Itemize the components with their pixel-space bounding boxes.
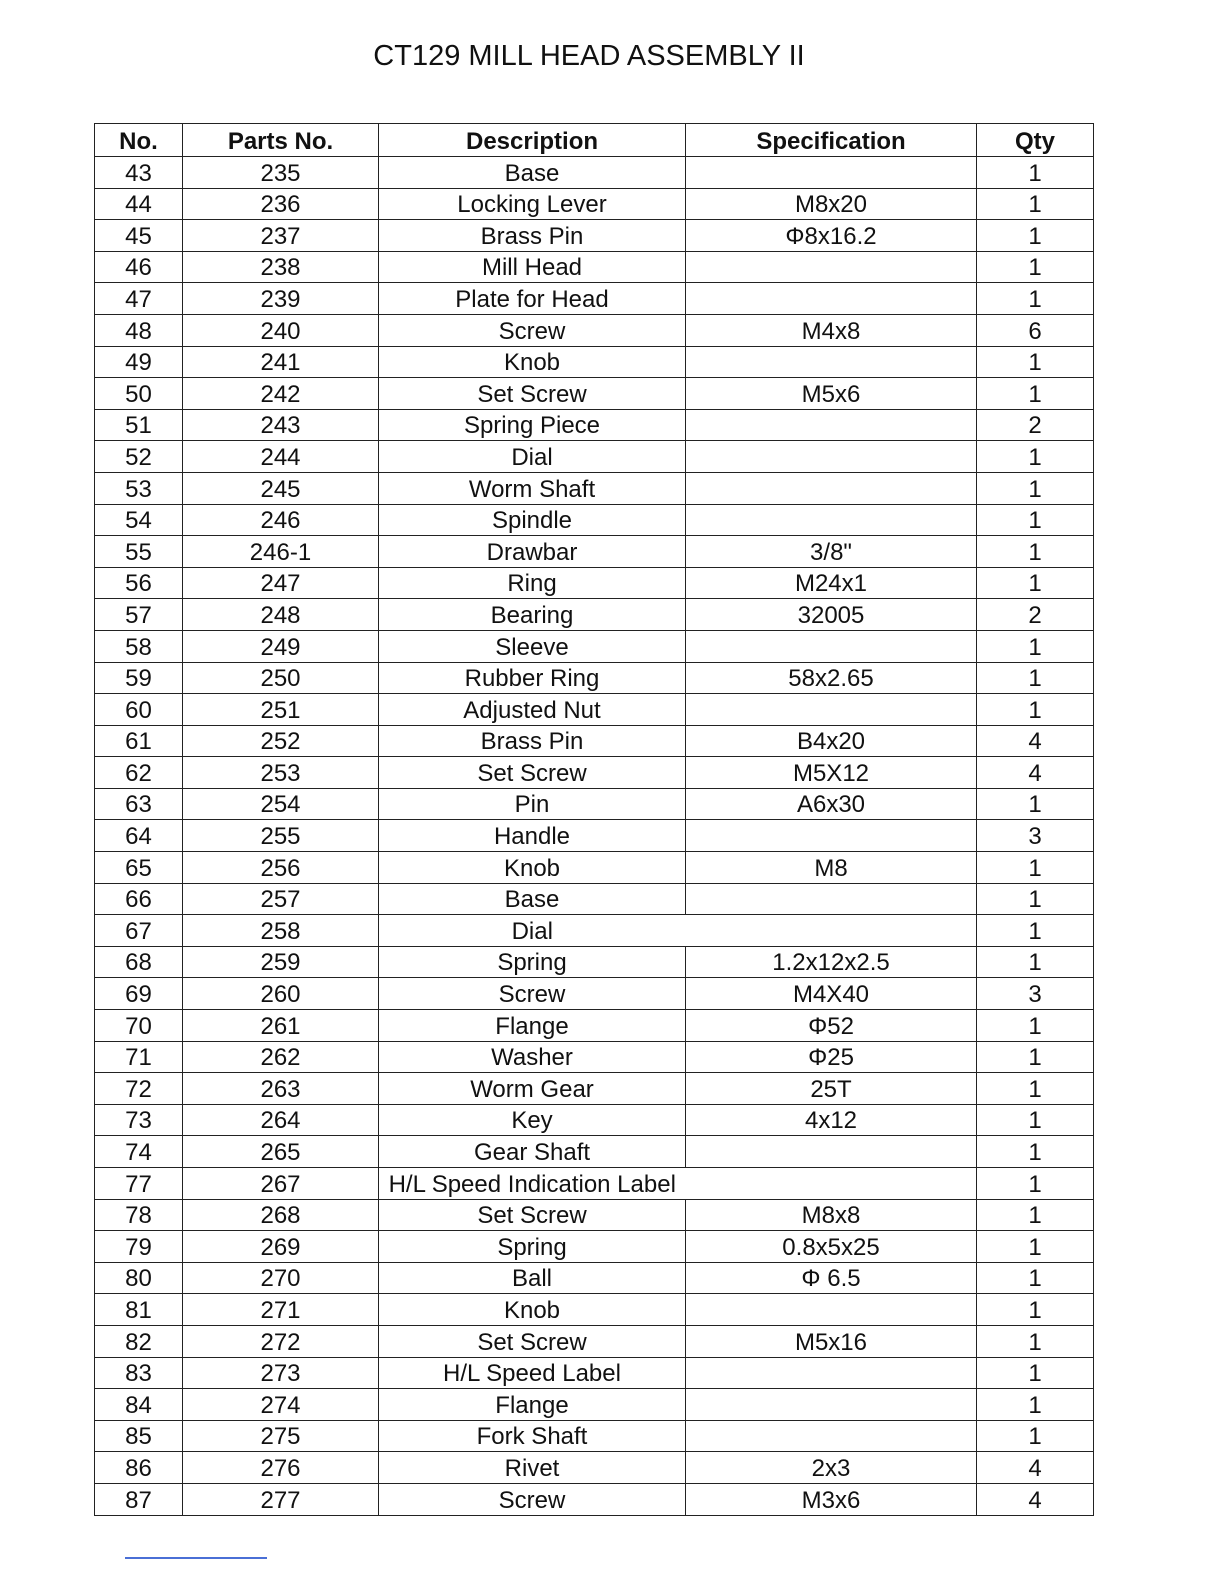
cell-description: Worm Gear bbox=[379, 1073, 686, 1105]
cell-specification: Φ 6.5 bbox=[686, 1262, 977, 1294]
cell-no: 72 bbox=[95, 1073, 183, 1105]
cell-specification: B4x20 bbox=[686, 725, 977, 757]
cell-parts-no: 259 bbox=[183, 946, 379, 978]
cell-no: 87 bbox=[95, 1483, 183, 1515]
cell-specification: 25T bbox=[686, 1073, 977, 1105]
table-body bbox=[95, 157, 1094, 1516]
cell-no: 82 bbox=[95, 1325, 183, 1357]
cell-qty: 4 bbox=[977, 725, 1094, 757]
table-row bbox=[95, 946, 1094, 978]
cell-description: H/L Speed Label bbox=[379, 1357, 686, 1389]
table-row bbox=[95, 1073, 1094, 1105]
cell-parts-no: 271 bbox=[183, 1294, 379, 1326]
cell-qty: 1 bbox=[977, 946, 1094, 978]
cell-parts-no: 246 bbox=[183, 504, 379, 536]
cell-no: 66 bbox=[95, 883, 183, 915]
cell-specification: M8 bbox=[686, 852, 977, 884]
cell-parts-no: 277 bbox=[183, 1483, 379, 1515]
cell-no: 86 bbox=[95, 1452, 183, 1484]
cell-no: 50 bbox=[95, 378, 183, 410]
table-row bbox=[95, 536, 1094, 568]
table-row bbox=[95, 567, 1094, 599]
cell-parts-no: 255 bbox=[183, 820, 379, 852]
cell-qty: 3 bbox=[977, 978, 1094, 1010]
cell-qty: 1 bbox=[977, 852, 1094, 884]
cell-description: Dial bbox=[379, 915, 686, 947]
cell-specification bbox=[686, 441, 977, 473]
cell-description: Screw bbox=[379, 314, 686, 346]
table-row bbox=[95, 1357, 1094, 1389]
cell-parts-no: 252 bbox=[183, 725, 379, 757]
cell-parts-no: 267 bbox=[183, 1168, 379, 1200]
cell-no: 51 bbox=[95, 409, 183, 441]
cell-qty: 1 bbox=[977, 1199, 1094, 1231]
cell-parts-no: 276 bbox=[183, 1452, 379, 1484]
cell-specification bbox=[686, 1357, 977, 1389]
cell-specification: M5x16 bbox=[686, 1325, 977, 1357]
cell-qty: 1 bbox=[977, 1041, 1094, 1073]
cell-no: 44 bbox=[95, 188, 183, 220]
cell-specification: M5x6 bbox=[686, 378, 977, 410]
cell-description: Brass Pin bbox=[379, 725, 686, 757]
cell-parts-no: 241 bbox=[183, 346, 379, 378]
cell-qty: 2 bbox=[977, 599, 1094, 631]
cell-description: Handle bbox=[379, 820, 686, 852]
cell-specification: Φ52 bbox=[686, 1010, 977, 1042]
table-row bbox=[95, 251, 1094, 283]
cell-specification bbox=[686, 251, 977, 283]
cell-parts-no: 262 bbox=[183, 1041, 379, 1073]
cell-parts-no: 242 bbox=[183, 378, 379, 410]
cell-parts-no: 237 bbox=[183, 220, 379, 252]
column-header-no: No. bbox=[95, 124, 183, 157]
cell-qty: 1 bbox=[977, 251, 1094, 283]
cell-specification bbox=[686, 1136, 977, 1168]
cell-parts-no: 239 bbox=[183, 283, 379, 315]
cell-description: Gear Shaft bbox=[379, 1136, 686, 1168]
cell-specification bbox=[686, 1294, 977, 1326]
cell-qty: 1 bbox=[977, 1294, 1094, 1326]
cell-description: Mill Head bbox=[379, 251, 686, 283]
cell-qty: 6 bbox=[977, 314, 1094, 346]
cell-qty: 1 bbox=[977, 1168, 1094, 1200]
table-row bbox=[95, 1452, 1094, 1484]
cell-description: Set Screw bbox=[379, 1325, 686, 1357]
cell-specification bbox=[686, 1168, 977, 1200]
table-row bbox=[95, 1325, 1094, 1357]
cell-qty: 1 bbox=[977, 1420, 1094, 1452]
cell-qty: 4 bbox=[977, 1483, 1094, 1515]
table-row bbox=[95, 409, 1094, 441]
cell-description: Spring Piece bbox=[379, 409, 686, 441]
cell-parts-no: 243 bbox=[183, 409, 379, 441]
cell-no: 78 bbox=[95, 1199, 183, 1231]
table-header bbox=[95, 124, 1094, 157]
table-row bbox=[95, 978, 1094, 1010]
cell-specification: 32005 bbox=[686, 599, 977, 631]
cell-qty: 1 bbox=[977, 1136, 1094, 1168]
cell-description: Screw bbox=[379, 978, 686, 1010]
table-row bbox=[95, 283, 1094, 315]
table-row bbox=[95, 346, 1094, 378]
cell-qty: 2 bbox=[977, 409, 1094, 441]
cell-description: Knob bbox=[379, 1294, 686, 1326]
cell-parts-no: 245 bbox=[183, 472, 379, 504]
cell-parts-no: 258 bbox=[183, 915, 379, 947]
column-header-description: Description bbox=[379, 124, 686, 157]
cell-qty: 1 bbox=[977, 1262, 1094, 1294]
cell-qty: 1 bbox=[977, 915, 1094, 947]
cell-parts-no: 272 bbox=[183, 1325, 379, 1357]
cell-no: 62 bbox=[95, 757, 183, 789]
table-row bbox=[95, 915, 1094, 947]
cell-parts-no: 270 bbox=[183, 1262, 379, 1294]
cell-no: 58 bbox=[95, 630, 183, 662]
cell-no: 81 bbox=[95, 1294, 183, 1326]
cell-qty: 1 bbox=[977, 472, 1094, 504]
cell-description: Flange bbox=[379, 1010, 686, 1042]
table-row bbox=[95, 725, 1094, 757]
cell-no: 79 bbox=[95, 1231, 183, 1263]
table-row bbox=[95, 788, 1094, 820]
cell-specification: M5X12 bbox=[686, 757, 977, 789]
cell-parts-no: 257 bbox=[183, 883, 379, 915]
table-row bbox=[95, 188, 1094, 220]
cell-description: Plate for Head bbox=[379, 283, 686, 315]
cell-no: 69 bbox=[95, 978, 183, 1010]
cell-parts-no: 248 bbox=[183, 599, 379, 631]
table-row bbox=[95, 1389, 1094, 1421]
cell-qty: 1 bbox=[977, 694, 1094, 726]
cell-specification: M8x8 bbox=[686, 1199, 977, 1231]
cell-qty: 3 bbox=[977, 820, 1094, 852]
cell-description: Brass Pin bbox=[379, 220, 686, 252]
cell-description: Spindle bbox=[379, 504, 686, 536]
cell-no: 57 bbox=[95, 599, 183, 631]
cell-no: 63 bbox=[95, 788, 183, 820]
cell-qty: 1 bbox=[977, 567, 1094, 599]
cell-description: Base bbox=[379, 883, 686, 915]
cell-parts-no: 263 bbox=[183, 1073, 379, 1105]
cell-description: Ball bbox=[379, 1262, 686, 1294]
cell-no: 46 bbox=[95, 251, 183, 283]
cell-qty: 4 bbox=[977, 1452, 1094, 1484]
cell-parts-no: 236 bbox=[183, 188, 379, 220]
table-row bbox=[95, 504, 1094, 536]
cell-description: Set Screw bbox=[379, 1199, 686, 1231]
cell-specification bbox=[686, 1420, 977, 1452]
table-row bbox=[95, 694, 1094, 726]
cell-specification bbox=[686, 157, 977, 189]
cell-parts-no: 251 bbox=[183, 694, 379, 726]
cell-parts-no: 265 bbox=[183, 1136, 379, 1168]
table-row bbox=[95, 441, 1094, 473]
cell-description: Set Screw bbox=[379, 757, 686, 789]
cell-no: 52 bbox=[95, 441, 183, 473]
cell-no: 70 bbox=[95, 1010, 183, 1042]
cell-description: Spring bbox=[379, 946, 686, 978]
cell-qty: 4 bbox=[977, 757, 1094, 789]
cell-qty: 1 bbox=[977, 630, 1094, 662]
cell-qty: 1 bbox=[977, 1389, 1094, 1421]
cell-parts-no: 253 bbox=[183, 757, 379, 789]
cell-no: 61 bbox=[95, 725, 183, 757]
cell-description: Set Screw bbox=[379, 378, 686, 410]
cell-specification: M8x20 bbox=[686, 188, 977, 220]
cell-description: Rubber Ring bbox=[379, 662, 686, 694]
cell-specification: 2x3 bbox=[686, 1452, 977, 1484]
cell-qty: 1 bbox=[977, 220, 1094, 252]
cell-description: Washer bbox=[379, 1041, 686, 1073]
cell-specification: 4x12 bbox=[686, 1104, 977, 1136]
cell-qty: 1 bbox=[977, 662, 1094, 694]
table-row bbox=[95, 599, 1094, 631]
cell-qty: 1 bbox=[977, 1010, 1094, 1042]
table-row bbox=[95, 1199, 1094, 1231]
cell-qty: 1 bbox=[977, 188, 1094, 220]
table-row bbox=[95, 1262, 1094, 1294]
cell-no: 53 bbox=[95, 472, 183, 504]
cell-no: 74 bbox=[95, 1136, 183, 1168]
cell-specification: M4X40 bbox=[686, 978, 977, 1010]
cell-parts-no: 274 bbox=[183, 1389, 379, 1421]
bottom-divider bbox=[125, 1557, 267, 1559]
cell-qty: 1 bbox=[977, 1357, 1094, 1389]
cell-specification bbox=[686, 820, 977, 852]
cell-description: Pin bbox=[379, 788, 686, 820]
cell-description: Fork Shaft bbox=[379, 1420, 686, 1452]
table-row bbox=[95, 1231, 1094, 1263]
cell-qty: 1 bbox=[977, 346, 1094, 378]
table-row bbox=[95, 820, 1094, 852]
cell-parts-no: 268 bbox=[183, 1199, 379, 1231]
cell-no: 80 bbox=[95, 1262, 183, 1294]
cell-no: 56 bbox=[95, 567, 183, 599]
cell-qty: 1 bbox=[977, 504, 1094, 536]
cell-description: Sleeve bbox=[379, 630, 686, 662]
table-row bbox=[95, 1010, 1094, 1042]
cell-specification: M24x1 bbox=[686, 567, 977, 599]
cell-description: H/L Speed Indication Label bbox=[379, 1168, 686, 1200]
cell-description: Worm Shaft bbox=[379, 472, 686, 504]
cell-specification: Φ8x16.2 bbox=[686, 220, 977, 252]
cell-description: Flange bbox=[379, 1389, 686, 1421]
cell-no: 43 bbox=[95, 157, 183, 189]
table-row bbox=[95, 1041, 1094, 1073]
cell-parts-no: 269 bbox=[183, 1231, 379, 1263]
cell-description: Ring bbox=[379, 567, 686, 599]
cell-specification bbox=[686, 283, 977, 315]
table-row bbox=[95, 1168, 1094, 1200]
table-row bbox=[95, 1136, 1094, 1168]
page-title: CT129 MILL HEAD ASSEMBLY II bbox=[373, 40, 805, 72]
cell-description: Knob bbox=[379, 852, 686, 884]
cell-no: 64 bbox=[95, 820, 183, 852]
cell-parts-no: 256 bbox=[183, 852, 379, 884]
cell-specification: 0.8x5x25 bbox=[686, 1231, 977, 1263]
cell-description: Screw bbox=[379, 1483, 686, 1515]
cell-no: 83 bbox=[95, 1357, 183, 1389]
parts-table bbox=[94, 123, 1094, 1516]
table-row bbox=[95, 1294, 1094, 1326]
cell-no: 45 bbox=[95, 220, 183, 252]
cell-specification: A6x30 bbox=[686, 788, 977, 820]
cell-description: Rivet bbox=[379, 1452, 686, 1484]
cell-specification bbox=[686, 883, 977, 915]
table-row bbox=[95, 630, 1094, 662]
cell-parts-no: 247 bbox=[183, 567, 379, 599]
cell-no: 68 bbox=[95, 946, 183, 978]
cell-specification bbox=[686, 472, 977, 504]
cell-no: 60 bbox=[95, 694, 183, 726]
cell-specification: M4x8 bbox=[686, 314, 977, 346]
cell-specification: 3/8" bbox=[686, 536, 977, 568]
cell-no: 73 bbox=[95, 1104, 183, 1136]
cell-description: Base bbox=[379, 157, 686, 189]
cell-parts-no: 254 bbox=[183, 788, 379, 820]
cell-no: 85 bbox=[95, 1420, 183, 1452]
cell-parts-no: 260 bbox=[183, 978, 379, 1010]
cell-description: Adjusted Nut bbox=[379, 694, 686, 726]
table-row bbox=[95, 852, 1094, 884]
cell-parts-no: 235 bbox=[183, 157, 379, 189]
column-header-specification: Specification bbox=[686, 124, 977, 157]
cell-qty: 1 bbox=[977, 536, 1094, 568]
cell-qty: 1 bbox=[977, 1231, 1094, 1263]
cell-no: 84 bbox=[95, 1389, 183, 1421]
cell-specification: 1.2x12x2.5 bbox=[686, 946, 977, 978]
table-row bbox=[95, 157, 1094, 189]
cell-specification bbox=[686, 915, 977, 947]
cell-parts-no: 264 bbox=[183, 1104, 379, 1136]
table-row bbox=[95, 883, 1094, 915]
cell-parts-no: 240 bbox=[183, 314, 379, 346]
table-row bbox=[95, 472, 1094, 504]
cell-no: 55 bbox=[95, 536, 183, 568]
cell-specification bbox=[686, 1389, 977, 1421]
cell-parts-no: 261 bbox=[183, 1010, 379, 1042]
cell-qty: 1 bbox=[977, 1325, 1094, 1357]
column-header-parts-no: Parts No. bbox=[183, 124, 379, 157]
cell-specification: Φ25 bbox=[686, 1041, 977, 1073]
cell-specification bbox=[686, 694, 977, 726]
cell-specification bbox=[686, 504, 977, 536]
table-row bbox=[95, 1420, 1094, 1452]
table-row bbox=[95, 662, 1094, 694]
cell-specification: M3x6 bbox=[686, 1483, 977, 1515]
cell-qty: 1 bbox=[977, 1104, 1094, 1136]
cell-parts-no: 249 bbox=[183, 630, 379, 662]
cell-no: 54 bbox=[95, 504, 183, 536]
cell-description: Locking Lever bbox=[379, 188, 686, 220]
cell-specification bbox=[686, 630, 977, 662]
table-row bbox=[95, 378, 1094, 410]
cell-description: Spring bbox=[379, 1231, 686, 1263]
cell-parts-no: 275 bbox=[183, 1420, 379, 1452]
cell-no: 71 bbox=[95, 1041, 183, 1073]
cell-parts-no: 250 bbox=[183, 662, 379, 694]
cell-no: 77 bbox=[95, 1168, 183, 1200]
cell-no: 65 bbox=[95, 852, 183, 884]
header-row bbox=[95, 124, 1094, 157]
cell-qty: 1 bbox=[977, 441, 1094, 473]
cell-description: Knob bbox=[379, 346, 686, 378]
cell-specification bbox=[686, 409, 977, 441]
table-row bbox=[95, 1483, 1094, 1515]
cell-parts-no: 273 bbox=[183, 1357, 379, 1389]
cell-parts-no: 244 bbox=[183, 441, 379, 473]
table-row bbox=[95, 1104, 1094, 1136]
cell-qty: 1 bbox=[977, 1073, 1094, 1105]
table-row bbox=[95, 314, 1094, 346]
table-row bbox=[95, 220, 1094, 252]
table-row bbox=[95, 757, 1094, 789]
cell-qty: 1 bbox=[977, 788, 1094, 820]
cell-description: Dial bbox=[379, 441, 686, 473]
cell-parts-no: 246-1 bbox=[183, 536, 379, 568]
cell-parts-no: 238 bbox=[183, 251, 379, 283]
cell-description: Drawbar bbox=[379, 536, 686, 568]
column-header-qty: Qty bbox=[977, 124, 1094, 157]
cell-qty: 1 bbox=[977, 157, 1094, 189]
cell-specification: 58x2.65 bbox=[686, 662, 977, 694]
cell-no: 67 bbox=[95, 915, 183, 947]
cell-specification bbox=[686, 346, 977, 378]
cell-qty: 1 bbox=[977, 883, 1094, 915]
cell-no: 59 bbox=[95, 662, 183, 694]
cell-no: 48 bbox=[95, 314, 183, 346]
cell-qty: 1 bbox=[977, 283, 1094, 315]
cell-no: 49 bbox=[95, 346, 183, 378]
cell-qty: 1 bbox=[977, 378, 1094, 410]
cell-no: 47 bbox=[95, 283, 183, 315]
cell-description: Key bbox=[379, 1104, 686, 1136]
cell-description: Bearing bbox=[379, 599, 686, 631]
